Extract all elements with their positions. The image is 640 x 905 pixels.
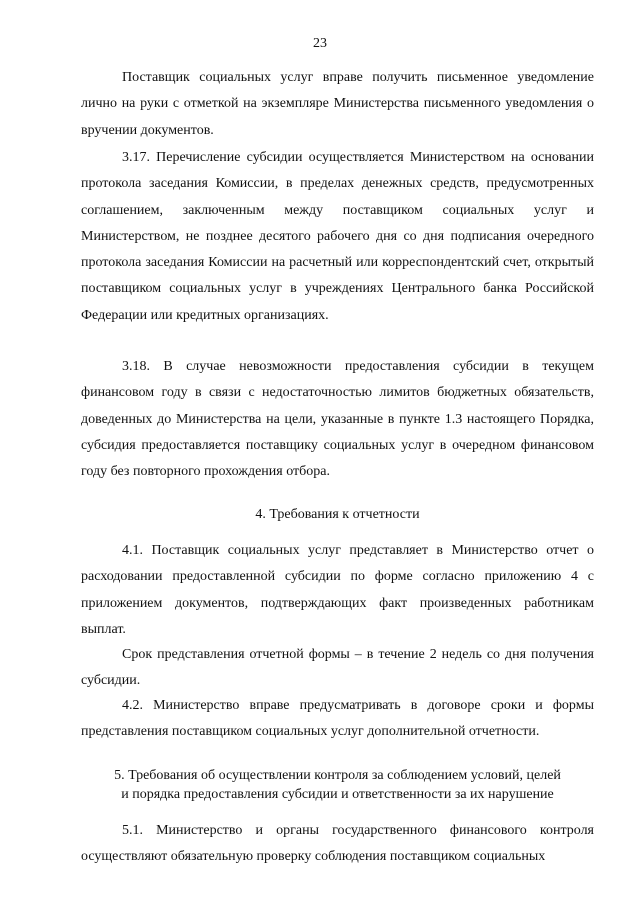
paragraph-text: Поставщик социальных услуг вправе получить письменное уведомление лично на руки с отметкой на экземпляре Министерства письменного уведомления о вручении документов. <box>81 70 594 138</box>
paragraph-text: 3.17. Перечисление субсидии осуществляется Министерством на основании протокола заседания Комиссии, в пределах денежных средств, предусмотренных соглашением, заключенным между поставщиком социальных услуг и Министерством, не позднее десятого рабочего дня со дня подписания очередного протокола заседания Комиссии на расчетный или корреспондентский счет, открытый поставщиком социальных услуг в учреждениях Центрального банка Российской Федерации или кредитных организациях. <box>81 150 594 323</box>
paragraph-4-2 <box>81 693 594 746</box>
paragraph-text: 5.1. Министерство и органы государственного финансового контроля осуществляют обязательную проверку соблюдения поставщиком социальных <box>81 823 594 865</box>
paragraph-3-18 <box>81 354 594 485</box>
paragraph-text: 4.2. Министерство вправе предусматривать в договоре сроки и формы представления поставщиком социальных услуг дополнительной отчетности. <box>81 698 594 740</box>
paragraph-text: 3.18. В случае невозможности предоставления субсидии в текущем финансовом году в связи с недостаточностью лимитов бюджетных обязательств, доведенных до Министерства на цели, указанные в пункте 1.3 настоящего Порядка, субсидия предоставляется поставщику социальных услуг в очередном финансовом году без повторного прохождения отбора. <box>81 359 594 480</box>
paragraph-text: Срок представления отчетной формы – в течение 2 недель со дня получения субсидии. <box>81 647 594 689</box>
page-number: 23 <box>313 36 327 51</box>
section-4-title: 4. Требования к отчетности <box>255 507 420 522</box>
section-5-title-line-2: и порядка предоставления субсидии и ответственности за их нарушение <box>121 787 554 802</box>
paragraph-3-17 <box>81 145 594 329</box>
section-heading <box>81 505 594 524</box>
section-4-heading-block <box>81 505 594 524</box>
section-5-heading-block <box>81 766 594 804</box>
paragraph-4-1 <box>81 538 594 643</box>
paragraph-5-1 <box>81 818 594 871</box>
paragraph-text: 4.1. Поставщик социальных услуг представляет в Министерство отчет о расходовании предоставленной субсидии по форме согласно приложению 4 с приложением документов, подтверждающих факт произведенных работникам выплат. <box>81 543 594 637</box>
paragraph-4-1-deadline <box>81 642 594 695</box>
section-5-title-line-1: 5. Требования об осуществлении контроля за соблюдением условий, целей <box>114 768 561 783</box>
section-heading <box>81 766 594 804</box>
paragraph-notification <box>81 65 594 144</box>
